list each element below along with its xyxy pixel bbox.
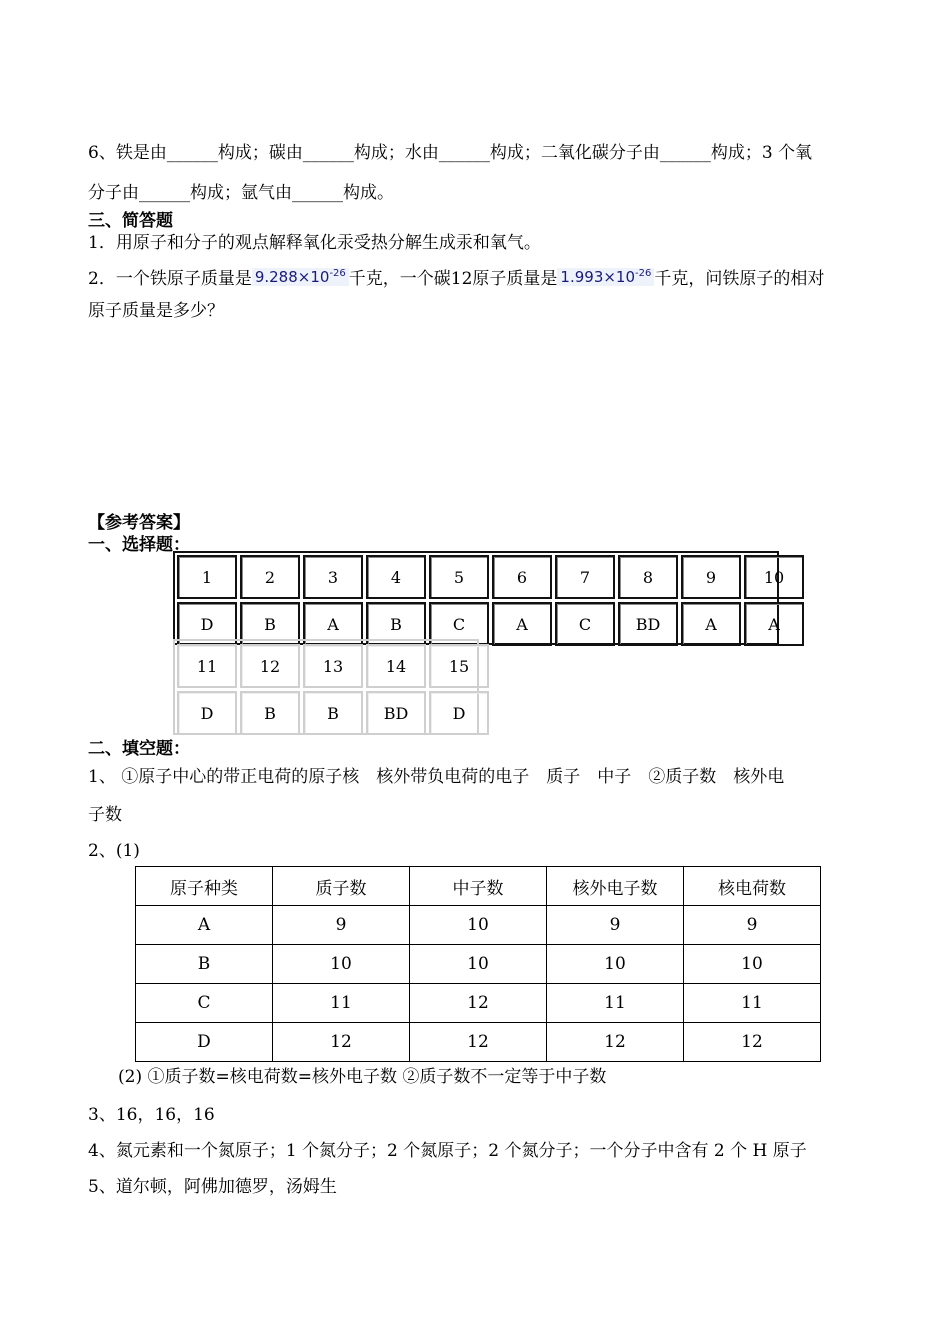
choice-number: 7	[555, 555, 615, 599]
choice-number: 1	[177, 555, 237, 599]
choice-number: 2	[240, 555, 300, 599]
fill-a5: 5、道尔顿，阿佛加德罗，汤姆生	[88, 1177, 337, 1197]
atom-cell: A	[136, 906, 273, 945]
atom-cell: 12	[547, 1023, 684, 1062]
fill-a4: 4、氮元素和一个氮原子；1 个氮分子；2 个氮原子；2 个氮分子；一个分子中含有 2 个 H 原子	[88, 1141, 807, 1161]
atom-table	[135, 866, 821, 1062]
atom-cell: D	[136, 1023, 273, 1062]
q2-text-3: 千克，问铁原子的相对	[654, 269, 825, 289]
choice-number: 3	[303, 555, 363, 599]
section3-q2-line2: 原子质量是多少？	[88, 301, 224, 321]
choice-number: 5	[429, 555, 489, 599]
atom-cell: 10	[684, 945, 821, 984]
q6-line2: 分子由______构成；氩气由______构成。	[88, 183, 394, 203]
iron-mass-formula	[252, 268, 349, 286]
choice-answer: D	[429, 691, 489, 735]
carbon-mass-exp: -26	[635, 268, 652, 279]
fill-a2-part2: (2) ①质子数=核电荷数=核外电子数 ②质子数不一定等于中子数	[118, 1067, 607, 1087]
choice-number-row-1	[177, 555, 804, 599]
table-row	[136, 984, 821, 1023]
atom-cell: 12	[273, 1023, 410, 1062]
iron-mass-base: 9.288×10	[254, 268, 330, 286]
atom-cell: 12	[410, 984, 547, 1023]
choice-answer: A	[681, 602, 741, 646]
atom-header-cell: 质子数	[273, 867, 410, 906]
choice-answer: B	[303, 691, 363, 735]
choice-answer: B	[240, 691, 300, 735]
choice-number: 15	[429, 644, 489, 688]
table-row	[136, 906, 821, 945]
table-row	[136, 1023, 821, 1062]
choice-answer-row-2	[177, 691, 489, 735]
atom-header-cell: 原子种类	[136, 867, 273, 906]
atom-cell: B	[136, 945, 273, 984]
fill-a3: 3、16，16，16	[88, 1105, 215, 1125]
choice-heading: 一、选择题：	[88, 535, 190, 555]
carbon-mass-formula	[557, 268, 654, 286]
atom-cell: 12	[410, 1023, 547, 1062]
choice-answer: A	[492, 602, 552, 646]
choice-number-row-2	[177, 644, 489, 688]
choice-number: 6	[492, 555, 552, 599]
atom-header-cell: 中子数	[410, 867, 547, 906]
q6-line1: 6、铁是由______构成；碳由______构成；水由______构成；二氧化碳分子由______构成；3 个氧	[88, 143, 813, 163]
fill-a2-label: 2、(1)	[88, 841, 140, 861]
fill-a1-line2: 子数	[88, 805, 122, 825]
choice-number: 11	[177, 644, 237, 688]
fill-heading: 二、填空题：	[88, 739, 190, 759]
atom-header-cell: 核电荷数	[684, 867, 821, 906]
atom-cell: 10	[273, 945, 410, 984]
choice-answer: C	[555, 602, 615, 646]
section3-q1: 1．用原子和分子的观点解释氧化汞受热分解生成汞和氧气。	[88, 233, 541, 253]
atom-cell: 11	[547, 984, 684, 1023]
q2-text-1: 2．一个铁原子质量是	[88, 269, 252, 289]
choice-number: 9	[681, 555, 741, 599]
choice-number: 8	[618, 555, 678, 599]
choice-number: 12	[240, 644, 300, 688]
fill-a1-line1: 1、 ①原子中心的带正电荷的原子核 核外带负电荷的电子 质子 中子 ②质子数 核外电	[88, 767, 785, 787]
table-row	[136, 945, 821, 984]
choice-answer: D	[177, 602, 237, 646]
atom-cell: C	[136, 984, 273, 1023]
atom-cell: 9	[547, 906, 684, 945]
atom-cell: 12	[684, 1023, 821, 1062]
choice-answer: A	[303, 602, 363, 646]
choice-answer: BD	[366, 691, 426, 735]
atom-cell: 11	[273, 984, 410, 1023]
atom-cell: 9	[684, 906, 821, 945]
atom-table-header	[136, 867, 821, 906]
choice-number: 13	[303, 644, 363, 688]
choice-answer: BD	[618, 602, 678, 646]
carbon-mass-base: 1.993×10	[560, 268, 636, 286]
iron-mass-exp: -26	[329, 268, 346, 279]
choice-number: 14	[366, 644, 426, 688]
atom-cell: 10	[547, 945, 684, 984]
answers-title: 【参考答案】	[88, 513, 190, 533]
choice-grid-1	[174, 552, 807, 649]
choice-answer: B	[366, 602, 426, 646]
choice-number: 10	[744, 555, 804, 599]
choice-answer: A	[744, 602, 804, 646]
atom-header-cell: 核外电子数	[547, 867, 684, 906]
atom-cell: 11	[684, 984, 821, 1023]
choice-answer: C	[429, 602, 489, 646]
atom-cell: 10	[410, 945, 547, 984]
choice-grid-2	[174, 641, 492, 738]
atom-cell: 9	[273, 906, 410, 945]
section3-q2	[88, 264, 824, 289]
choice-number: 4	[366, 555, 426, 599]
choice-answer: B	[240, 602, 300, 646]
section3-heading: 三、简答题	[88, 211, 173, 231]
choice-answer: D	[177, 691, 237, 735]
q2-text-2: 千克，一个碳12原子质量是	[348, 269, 558, 289]
atom-cell: 10	[410, 906, 547, 945]
